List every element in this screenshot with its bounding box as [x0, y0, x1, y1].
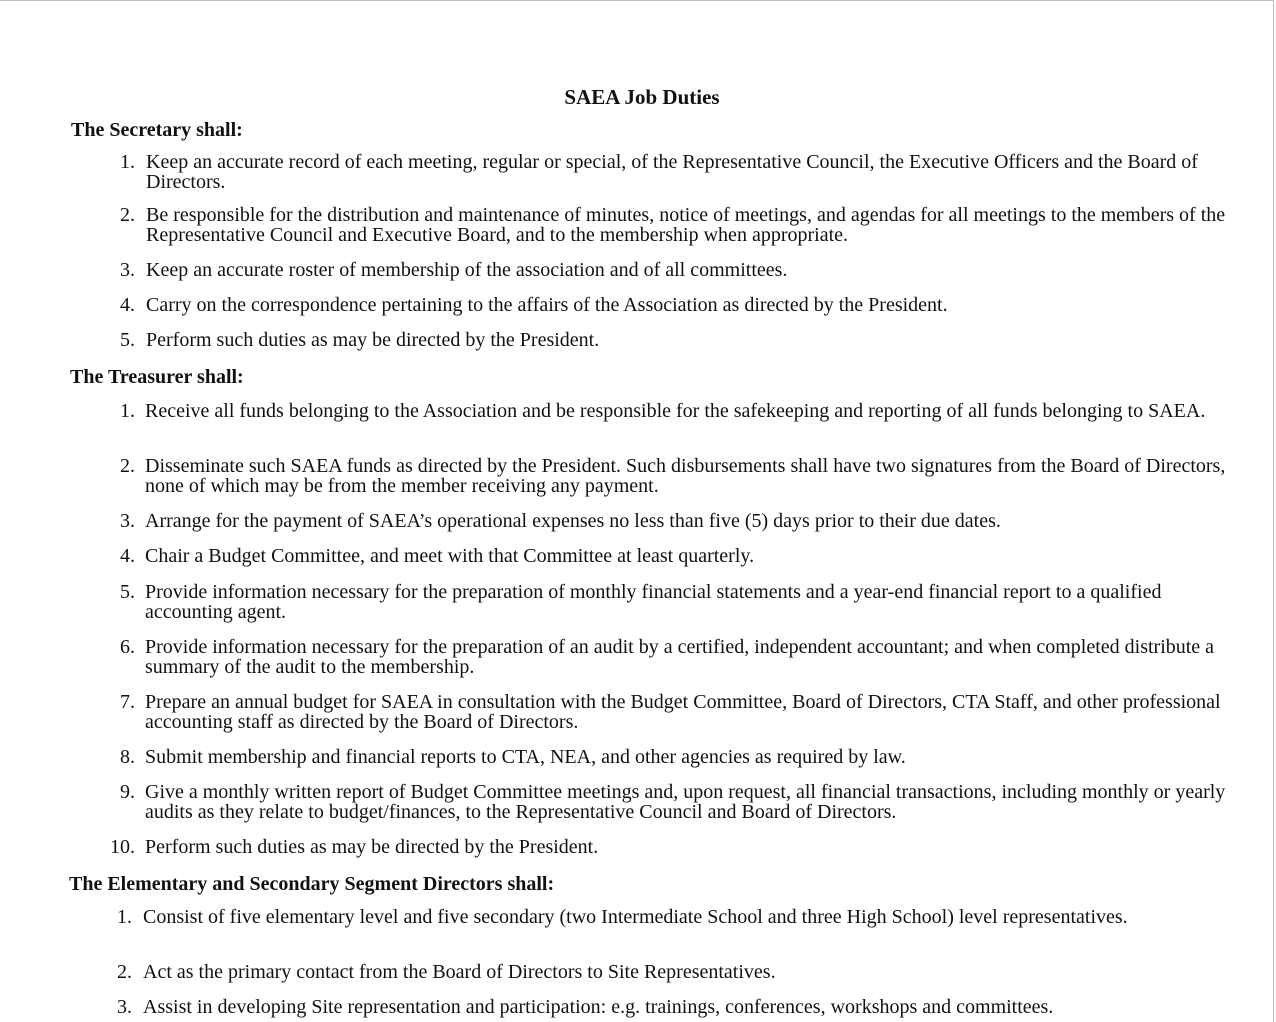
document-title: SAEA Job Duties [564, 85, 720, 109]
item-number: 3. [117, 996, 132, 1018]
item-text: Provide information necessary for the preparation of monthly financial statements and a year-end financial report to a qualified accounting agent. [145, 581, 1162, 623]
item-text: Assist in developing Site representation and participation: e.g. trainings, conferences, workshops and committees. [143, 996, 1054, 1018]
section-heading-treasurer: The Treasurer shall: [70, 366, 244, 388]
item-number: 4. [120, 545, 135, 567]
item-text: Arrange for the payment of SAEA’s operational expenses no less than five (5) days prior to their due dates. [145, 510, 1001, 532]
item-number: 10. [110, 836, 135, 858]
item-number: 6. [120, 636, 135, 658]
item-number: 7. [120, 691, 135, 713]
item-text: Submit membership and financial reports to CTA, NEA, and other agencies as required by law. [145, 746, 906, 768]
item-text: Act as the primary contact from the Board of Directors to Site Representatives. [143, 961, 776, 983]
section-heading-secretary: The Secretary shall: [71, 119, 243, 141]
item-number: 1. [120, 151, 135, 173]
item-number: 2. [120, 455, 135, 477]
item-text: Chair a Budget Committee, and meet with that Committee at least quarterly. [145, 545, 755, 567]
item-text: Give a monthly written report of Budget Committee meetings and, upon request, all financial transactions, including monthly or yearly audits as they relate to budget/finances, to the Representative Council and Board of Directors. [145, 781, 1226, 823]
item-number: 2. [120, 204, 135, 226]
item-number: 5. [120, 329, 135, 351]
item-number: 3. [120, 259, 135, 281]
item-number: 4. [120, 294, 135, 316]
item-text: Provide information necessary for the preparation of an audit by a certified, independent accountant; and when completed distribute a summary of the audit to the membership. [145, 636, 1215, 678]
item-text: Keep an accurate record of each meeting, regular or special, of the Representative Council, the Executive Officers and the Board of Directors. [146, 151, 1198, 193]
item-number: 8. [120, 746, 135, 768]
item-text: Be responsible for the distribution and maintenance of minutes, notice of meetings, and agendas for all meetings to the members of the Representative Council and Executive Board, and to the membership when appropriate. [146, 204, 1226, 246]
item-text: Receive all funds belonging to the Association and be responsible for the safekeeping and reporting of all funds belonging to SAEA. [145, 400, 1206, 422]
item-text: Disseminate such SAEA funds as directed by the President. Such disbursements shall have two signatures from the Board of Directors, none of which may be from the member receiving any payment. [145, 455, 1226, 497]
item-number: 2. [117, 961, 132, 983]
section-heading-segment-directors: The Elementary and Secondary Segment Directors shall: [69, 873, 555, 895]
item-number: 1. [117, 906, 132, 928]
item-text: Carry on the correspondence pertaining to the affairs of the Association as directed by the President. [146, 294, 948, 316]
item-number: 9. [120, 781, 135, 803]
item-text: Consist of five elementary level and five secondary (two Intermediate School and three High School) level representatives. [143, 906, 1128, 928]
item-text: Perform such duties as may be directed by the President. [145, 836, 599, 858]
item-number: 1. [120, 400, 135, 422]
item-text: Keep an accurate roster of membership of the association and of all committees. [146, 259, 788, 281]
item-text: Prepare an annual budget for SAEA in consultation with the Budget Committee, Board of Directors, CTA Staff, and other professional accounting staff as directed by the Board of Directors. [145, 691, 1221, 733]
item-text: Perform such duties as may be directed by the President. [146, 329, 600, 351]
item-number: 3. [120, 510, 135, 532]
item-number: 5. [120, 581, 135, 603]
